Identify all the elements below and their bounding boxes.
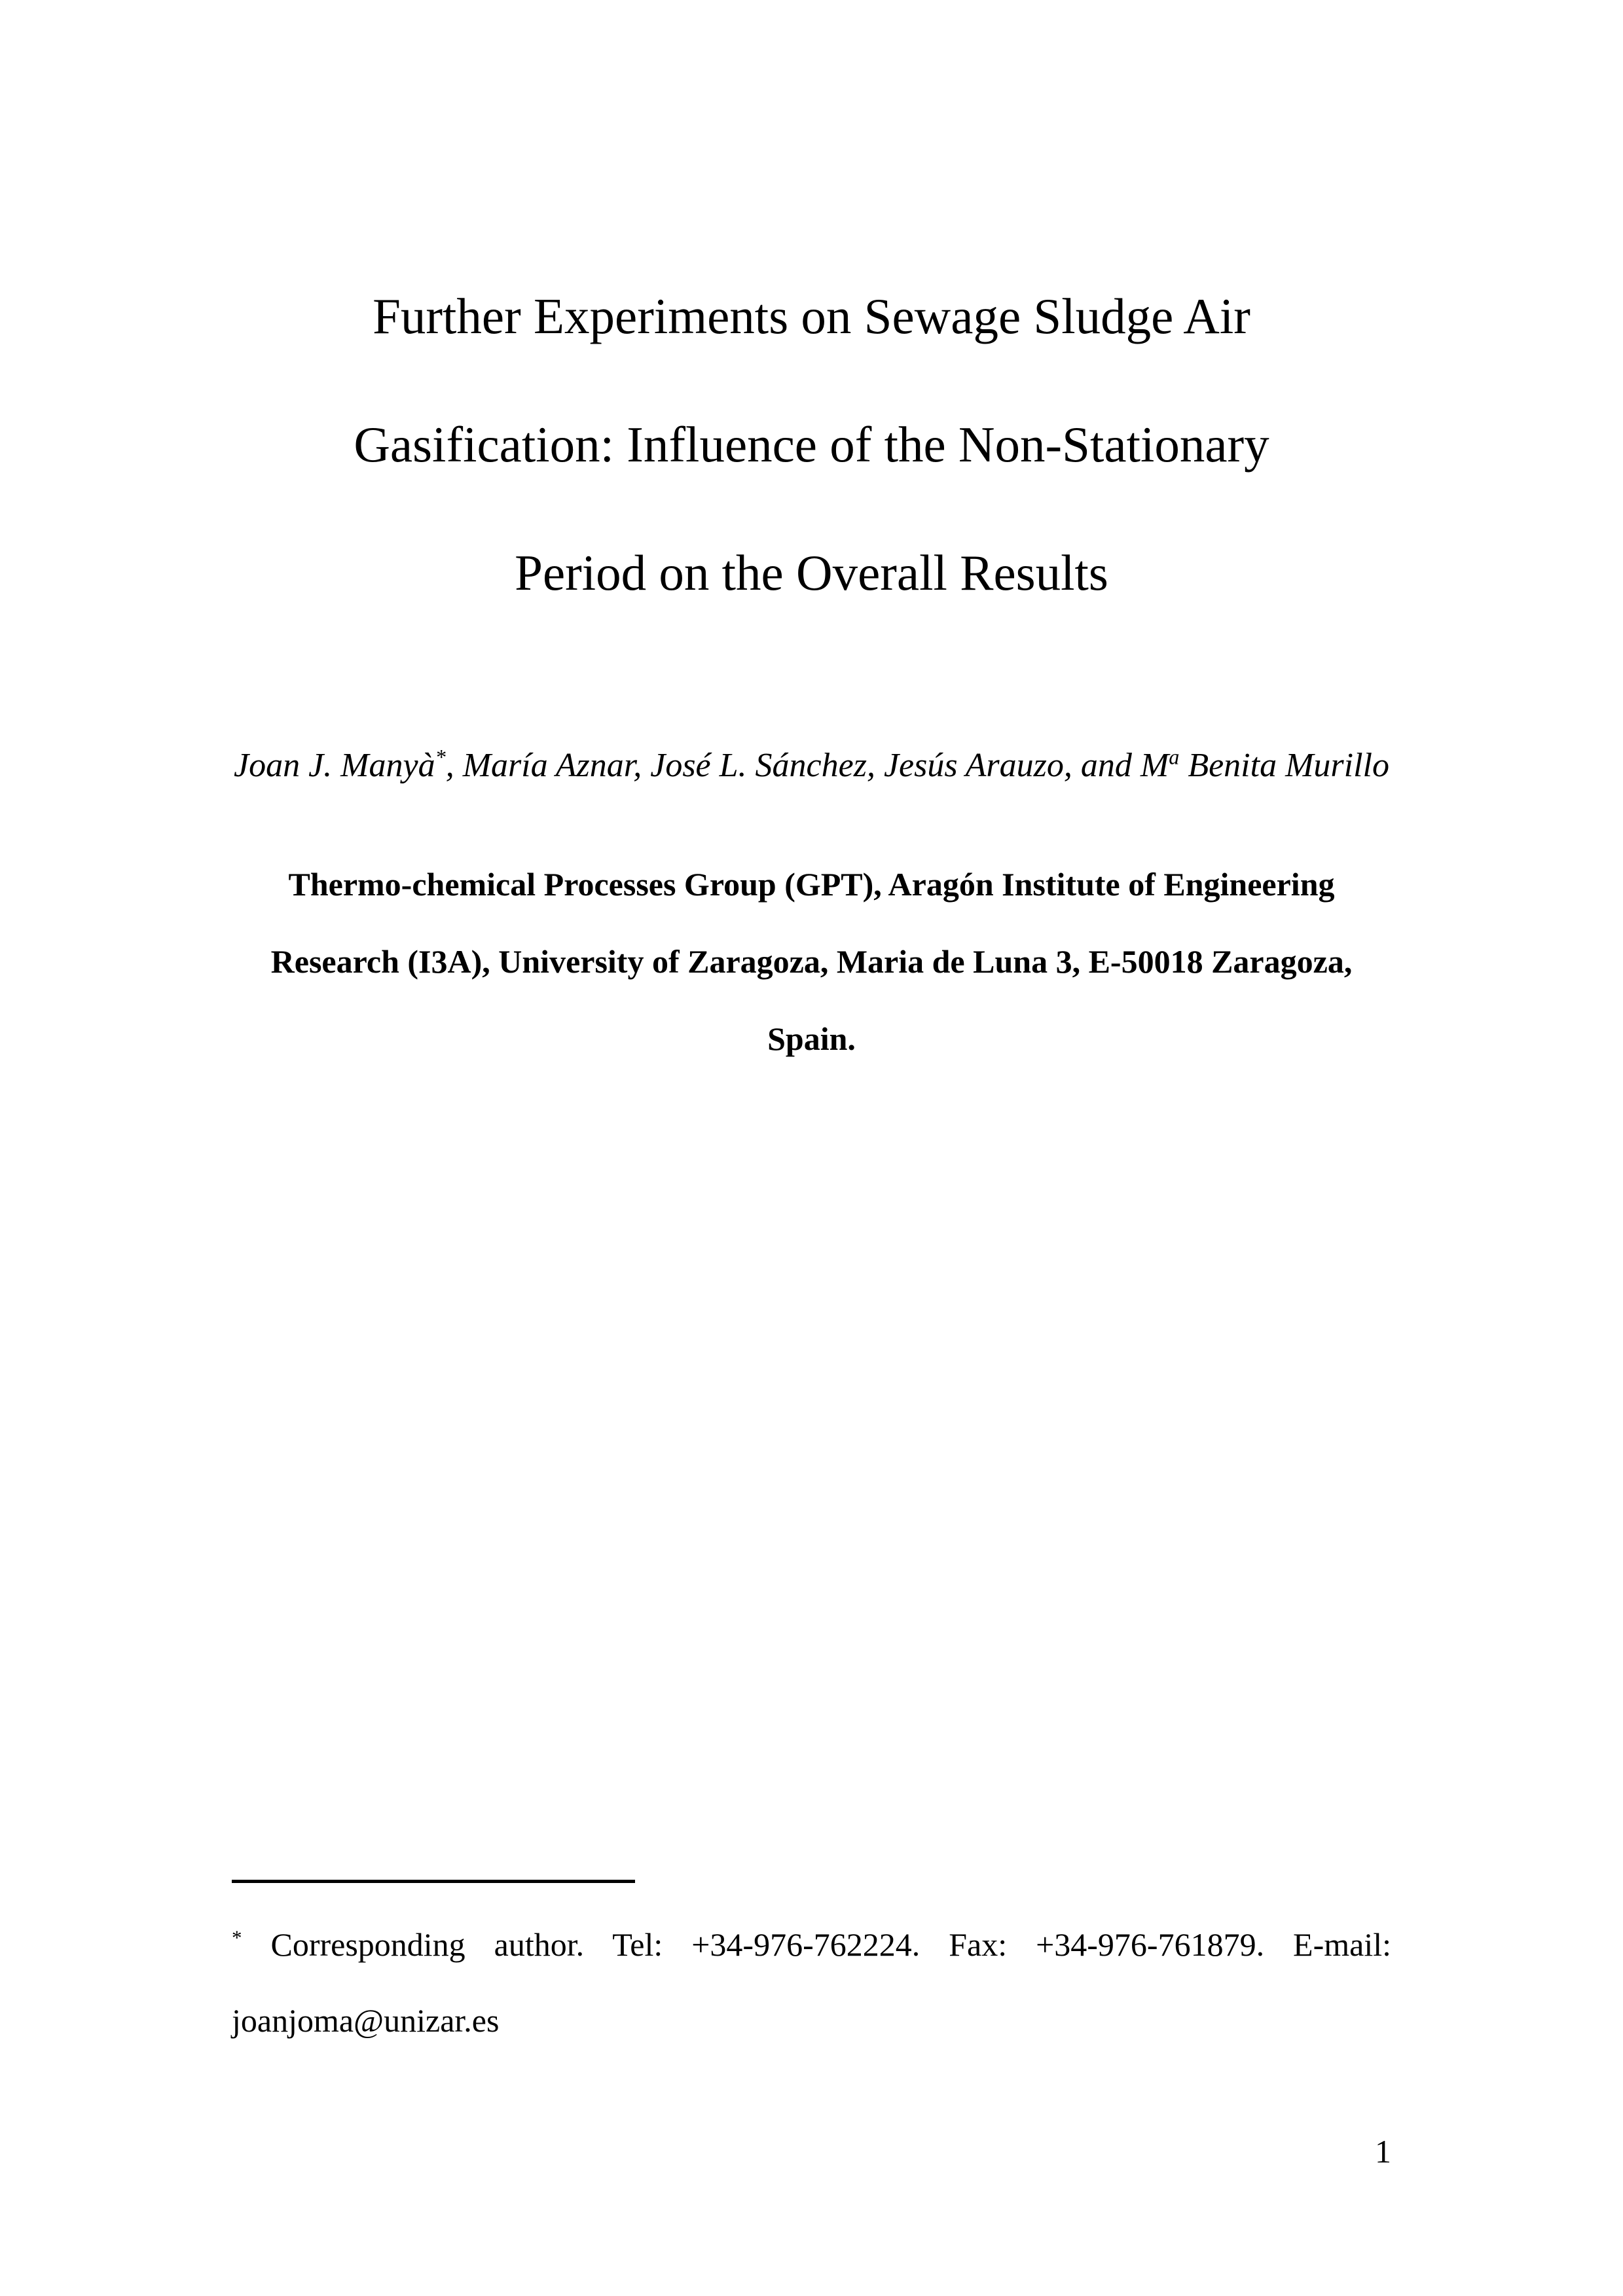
page-number: 1 [1375,2133,1391,2170]
footnote-separator-rule [232,1880,635,1883]
paper-title-line-1: Further Experiments on Sewage Sludge Air [373,288,1250,344]
paper-title-line-2: Gasification: Influence of the Non-Stationary [354,416,1269,473]
author-name-last: Benita Murillo [1179,747,1389,784]
footnote-marker: * [232,1926,242,1949]
affiliation-line-3: Spain. [767,1020,856,1057]
affiliation-line-2: Research (I3A), University of Zaragoza, Maria de Luna 3, E-50018 Zaragoza, [270,943,1353,980]
footnote [232,1880,1391,2058]
affiliation [232,846,1391,1077]
author-line [232,734,1391,797]
author-superscript-a: a [1169,745,1180,769]
affiliation-line-1: Thermo-chemical Processes Group (GPT), Aragón Institute of Engineering [288,866,1335,903]
author-names-middle: , María Aznar, José L. Sánchez, Jesús Arauzo, and M [445,747,1169,784]
paper-title [232,252,1391,637]
corresponding-author-asterisk: * [435,745,446,769]
footnote-body: Corresponding author. Tel: +34-976-762224. Fax: +34-976-761879. E-mail: joanjoma@unizar.es [232,1926,1391,2039]
footnote-text [232,1907,1391,2058]
author-name-corresponding: Joan J. Manyà [234,747,435,784]
paper-title-line-3: Period on the Overall Results [515,545,1108,601]
